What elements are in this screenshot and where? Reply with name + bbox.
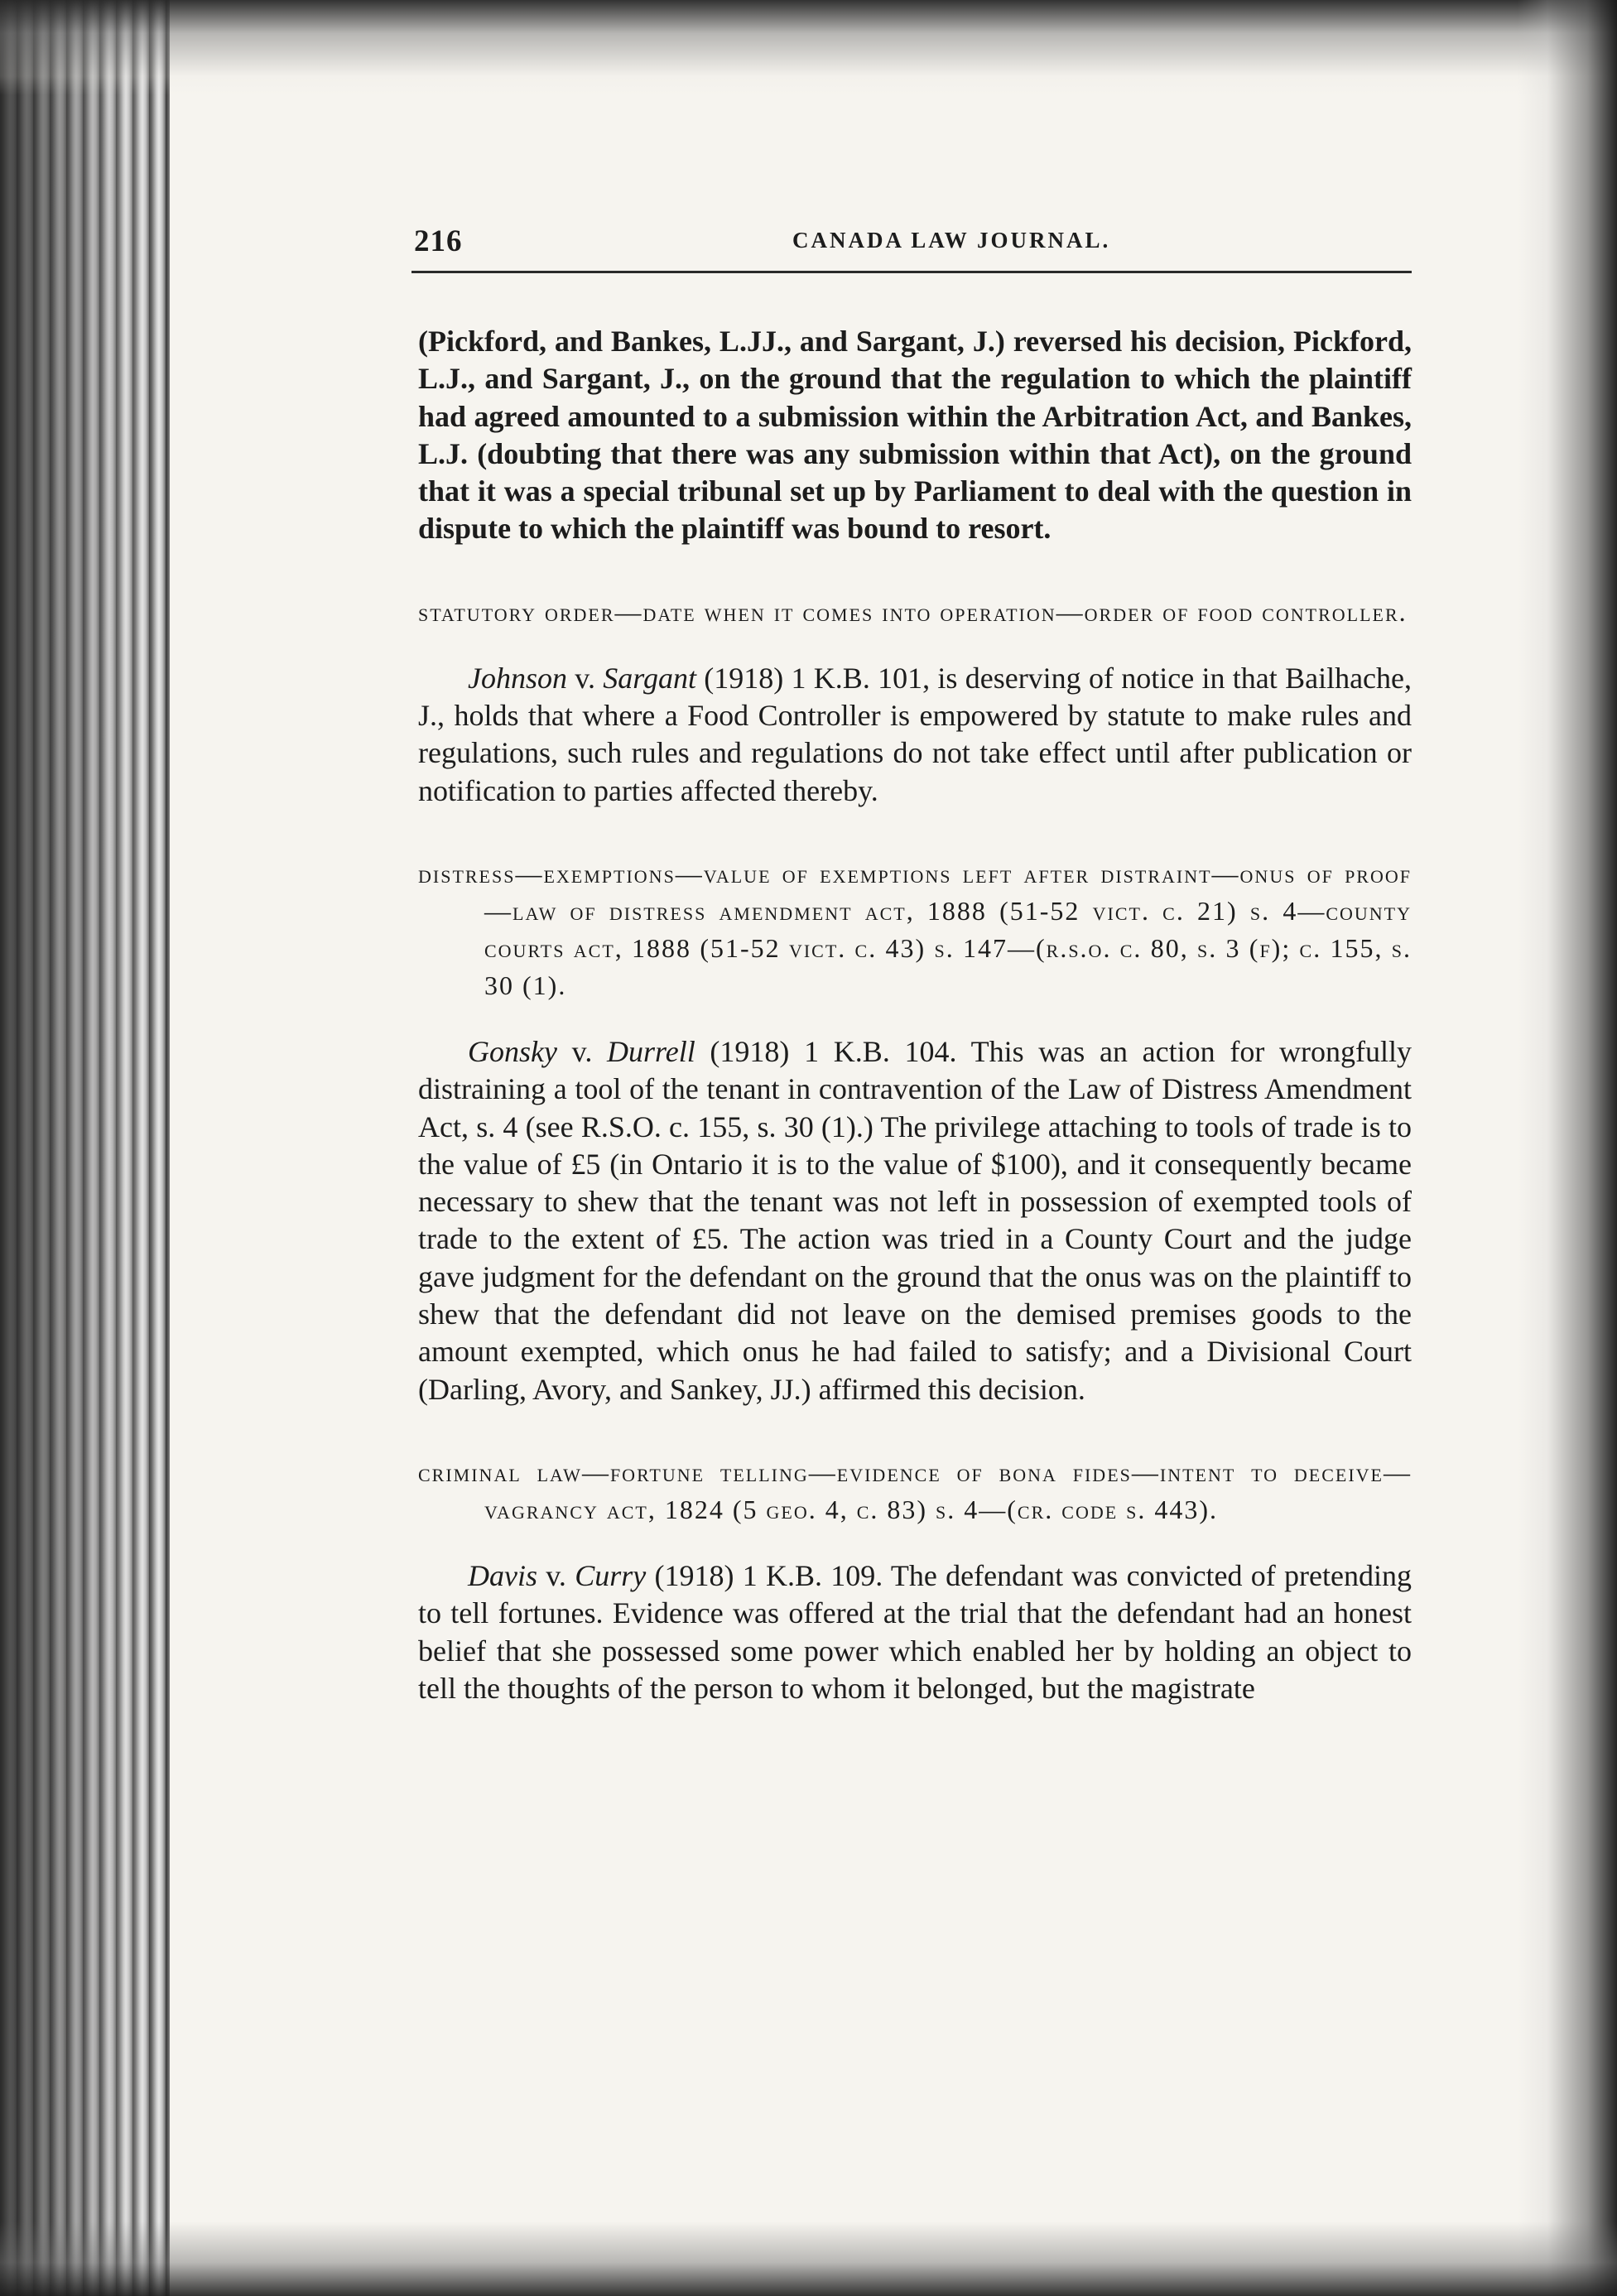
section-heading-distress	[418, 855, 1412, 1004]
case-party-a: Davis	[468, 1558, 537, 1592]
page-number: 216	[414, 224, 463, 258]
journal-title: CANADA LAW JOURNAL.	[792, 228, 1111, 253]
case-citation: (1918) 1 K.B. 109.	[654, 1558, 883, 1592]
case-paragraph-davis	[418, 1557, 1412, 1707]
scan-shadow-left	[0, 0, 170, 2296]
case-party-a: Gonsky	[468, 1034, 557, 1068]
section-heading-criminal-law	[418, 1454, 1412, 1528]
case-citation: (1918) 1 K.B. 101,	[704, 661, 931, 695]
section-heading-statutory-order	[418, 594, 1412, 631]
scan-shadow-right	[1518, 0, 1617, 2296]
header-rule	[411, 271, 1412, 273]
case-party-b: Durrell	[607, 1034, 695, 1068]
case-versus: v.	[571, 1034, 593, 1068]
case-paragraph-gonsky	[418, 1033, 1412, 1408]
case-party-b: Sargant	[603, 661, 696, 695]
case-versus: v.	[575, 661, 595, 695]
case-versus: v.	[546, 1558, 566, 1592]
case-party-b: Curry	[575, 1558, 647, 1592]
heading-text: statutory order—date when it comes into operation—order of food controller.	[418, 596, 1408, 627]
heading-text: criminal law—fortune telling—evidence of bona fides—intent to deceive—vagrancy act, 1824 (5 geo. 4, c. 83) s. 4—(cr. code s. 443).	[418, 1456, 1412, 1524]
case-party-a: Johnson	[468, 661, 567, 695]
heading-text: distress—exemptions—value of exemptions left after distraint—onus of proof—law of distress amendment act, 1888 (51-52 vict. c. 21) s. 4—county courts act, 1888 (51-52 vict. c. 43) s. 147—(r.s.o. c. 80, s. 3 (f); c. 155, s. 30 (1).	[418, 858, 1412, 1000]
case-paragraph-johnson	[418, 660, 1412, 810]
scan-shadow-top	[0, 0, 1617, 95]
text-column	[418, 323, 1412, 1707]
case-citation: (1918) 1 K.B. 104.	[710, 1034, 957, 1068]
case-body: The defendant was convicted of pretending to tell fortunes. Evidence was offered at the trial that the defendant had an honest belief that she possessed some power which enabled her by holding an object to tell the thoughts of the person to whom it belonged, but the magistrate	[418, 1558, 1412, 1705]
continuation-paragraph: (Pickford, and Bankes, L.JJ., and Sargant, J.) reversed his decision, Pickford, L.J., and Sargant, J., on the ground that the regulation to which the plaintiff had agreed amounted to a submission within the Arbitration Act, and Bankes, L.J. (doubting that there was any submission within that Act), on the ground that it was a special tribunal set up by Parliament to deal with the question in dispute to which the plaintiff was bound to resort.	[418, 325, 1412, 546]
scan-shadow-bottom	[0, 2221, 1617, 2296]
case-body: is deserving of notice in that Bailhache, J., holds that where a Food Controller is empowered by statute to make rules and regulations, such rules and regulations do not take effect until after publication or notification to parties affected thereby.	[418, 661, 1412, 807]
case-body: This was an action for wrongfully distraining a tool of the tenant in contravention of the Law of Distress Amendment Act, s. 4 (see R.S.O. c. 155, s. 30 (1).) The privilege attaching to tools of trade is to the value of £5 (in Ontario it is to the value of $100), and it consequently became necessary to shew that the tenant was not left in possession of exempted tools of trade to the extent of £5. The action was tried in a County Court and the judge gave judgment for the defendant on the ground that the onus was on the plaintiff to shew that the defendant did not leave on the demised premises goods to the amount exempted, which onus he had failed to satisfy; and a Divisional Court (Darling, Avory, and Sankey, JJ.) affirmed this decision.	[418, 1034, 1412, 1406]
